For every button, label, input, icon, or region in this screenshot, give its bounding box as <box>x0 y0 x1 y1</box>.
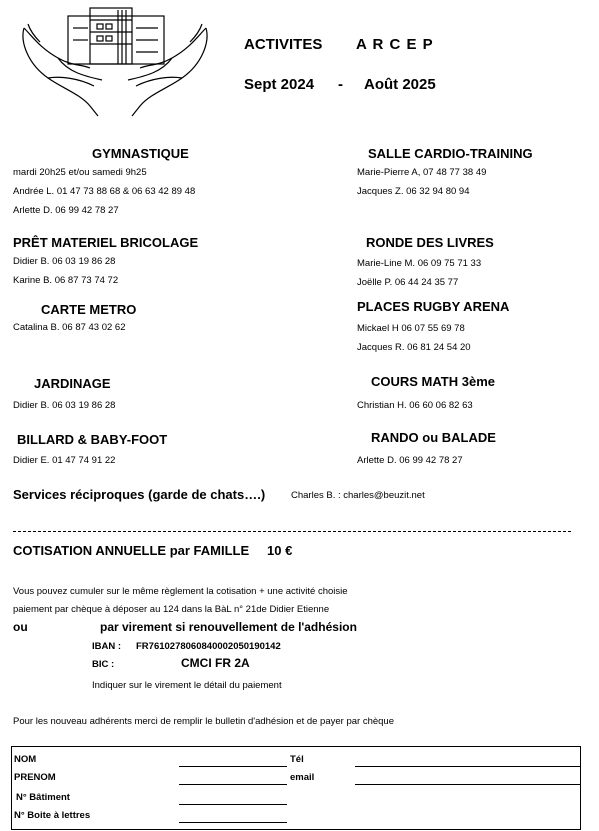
nom-field[interactable] <box>179 766 287 767</box>
cotisation-label: COTISATION ANNUELLE par FAMILLE <box>13 543 250 558</box>
activity-line: Catalina B. 06 87 43 02 62 <box>13 322 126 333</box>
activity-line: mardi 20h25 et/ou samedi 9h25 <box>13 167 147 178</box>
activity-line: Didier B. 06 03 19 86 28 <box>13 400 116 411</box>
prenom-field[interactable] <box>179 784 287 785</box>
membership-form <box>11 746 581 830</box>
services-contact: Charles B. : charles@beuzit.net <box>291 490 425 501</box>
activity-title-carte-metro: CARTE METRO <box>41 302 137 317</box>
activity-title-math: COURS MATH 3ème <box>371 374 496 389</box>
activity-line: Arlette D. 06 99 42 78 27 <box>13 205 119 216</box>
services-title: Services réciproques (garde de chats….) <box>13 487 266 502</box>
iban-value: FR7610278060840002050190142 <box>136 641 281 652</box>
hands-building-logo <box>18 6 213 118</box>
tel-label: Tél <box>290 754 304 765</box>
payment-line-2: paiement par chèque à déposer au 124 dans la BàL n° 21de Didier Etienne <box>13 604 330 615</box>
cotisation-amount: 10 € <box>267 543 293 558</box>
payment-note: Indiquer sur le virement le détail du paiement <box>92 680 282 691</box>
header-title-right: A R C E P <box>356 36 434 53</box>
payment-transfer: par virement si renouvellement de l'adhésion <box>100 620 357 634</box>
bic-value: CMCI FR 2A <box>181 656 250 670</box>
activity-title-rando: RANDO ou BALADE <box>371 430 496 445</box>
boite-field[interactable] <box>179 822 287 823</box>
activity-line: Mickael H 06 07 55 69 78 <box>357 323 465 334</box>
activity-line: Andrée L. 01 47 73 88 68 & 06 63 42 89 48 <box>13 186 196 197</box>
activity-line: Marie-Pierre A, 07 48 77 38 49 <box>357 167 487 178</box>
prenom-label: PRENOM <box>14 772 56 783</box>
new-members-note: Pour les nouveau adhérents merci de remplir le bulletin d'adhésion et de payer par chèque <box>13 716 394 727</box>
activity-title-gymnastique: GYMNASTIQUE <box>92 146 189 161</box>
activity-title-bricolage: PRÊT MATERIEL BRICOLAGE <box>13 235 199 250</box>
period-end: Août 2025 <box>364 76 436 93</box>
batiment-field[interactable] <box>179 804 287 805</box>
activity-title-cardio: SALLE CARDIO-TRAINING <box>368 146 533 161</box>
activity-line: Jacques R. 06 81 24 54 20 <box>357 342 471 353</box>
activity-title-billard: BILLARD & BABY-FOOT <box>17 432 168 447</box>
activity-title-rugby: PLACES RUGBY ARENA <box>357 299 510 314</box>
activity-line: Marie-Line M. 06 09 75 71 33 <box>357 258 482 269</box>
payment-line-1: Vous pouvez cumuler sur le même règlement la cotisation + une activité choisie <box>13 586 348 597</box>
activity-line: Jacques Z. 06 32 94 80 94 <box>357 186 470 197</box>
tel-field[interactable] <box>355 766 581 767</box>
activity-line: Karine B. 06 87 73 74 72 <box>13 275 119 286</box>
period-separator: - <box>338 76 343 93</box>
email-label: email <box>290 772 315 783</box>
email-field[interactable] <box>355 784 581 785</box>
activity-line: Joëlle P. 06 44 24 35 77 <box>357 277 459 288</box>
bic-label: BIC : <box>92 659 115 670</box>
boite-label: N° Boite à lettres <box>14 810 91 821</box>
nom-label: NOM <box>14 754 37 765</box>
activity-title-ronde-livres: RONDE DES LIVRES <box>366 235 494 250</box>
activity-line: Didier B. 06 03 19 86 28 <box>13 256 116 267</box>
iban-label: IBAN : <box>92 641 122 652</box>
activity-line: Didier E. 01 47 74 91 22 <box>13 455 116 466</box>
payment-or: ou <box>13 620 28 634</box>
period-start: Sept 2024 <box>244 76 315 93</box>
activity-line: Arlette D. 06 99 42 78 27 <box>357 455 463 466</box>
batiment-label: N° Bâtiment <box>16 792 70 803</box>
header-title-left: ACTIVITES <box>244 36 323 53</box>
activity-line: Christian H. 06 60 06 82 63 <box>357 400 473 411</box>
activity-title-jardinage: JARDINAGE <box>34 376 111 391</box>
dashed-divider <box>13 531 571 532</box>
